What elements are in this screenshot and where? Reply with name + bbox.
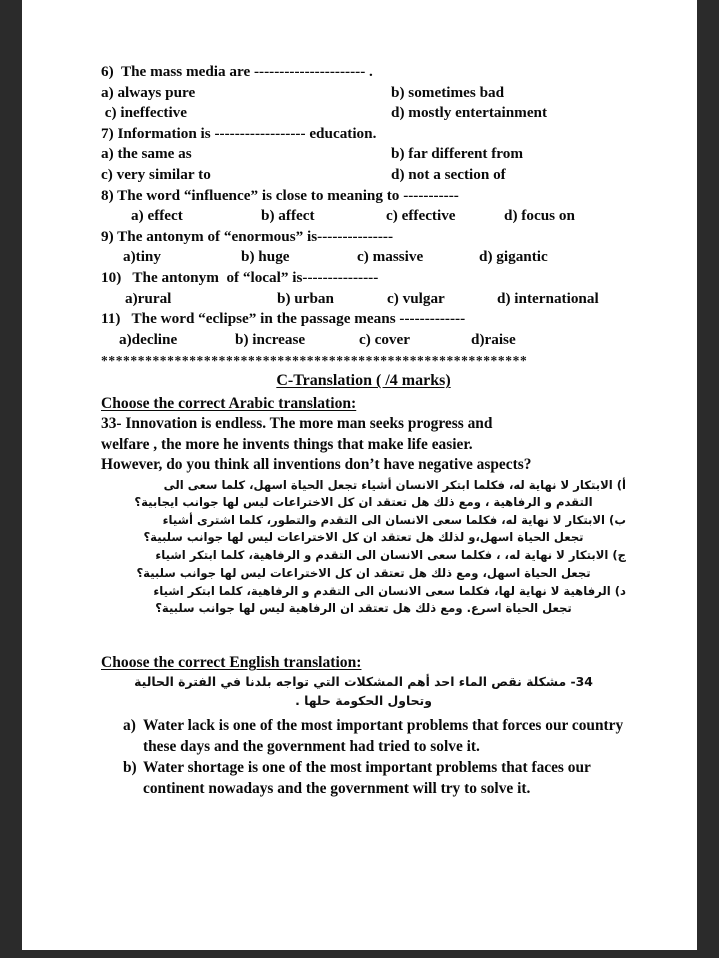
question-33-option-alef-line-1: أ) الابتكار لا نهاية له، فكلما ابتكر الانسان أشياء تجعل الحياة اسهل، كلما سعى الى (163, 477, 626, 492)
question-11-stem: 11) The word “eclipse” in the passage means ------------- (101, 310, 466, 328)
question-7-option-d[interactable]: d) not a section of (391, 165, 506, 183)
scanned-page-frame (22, 0, 697, 950)
question-34-option-b[interactable] (101, 758, 626, 800)
question-9-option-c[interactable]: c) massive (357, 248, 424, 266)
question-6-option-a[interactable]: a) always pure (101, 83, 196, 101)
question-6-option-d[interactable]: d) mostly entertainment (391, 104, 548, 122)
arabic-translation-instruction-text: Choose the correct Arabic translation: (101, 395, 357, 413)
question-11-option-c[interactable]: c) cover (359, 330, 411, 348)
translation-section-heading-text: C-Translation ( /4 marks) (276, 372, 451, 390)
question-33-option-dal[interactable] (101, 583, 626, 617)
arabic-translation-instruction (101, 393, 626, 414)
question-34-arabic-line-1: 34- مشكلة نقص الماء احد أهم المشكلات التي تواجه بلدنا في الفترة الحالية (134, 674, 593, 690)
question-6-options-row-1 (101, 83, 626, 104)
english-translation-instruction-text: Choose the correct English translation: (101, 654, 362, 672)
question-33-passage-line-1: 33- Innovation is endless. The more man seeks progress and (101, 415, 493, 433)
question-9-stem: 9) The antonym of “enormous” is--------------- (101, 227, 394, 245)
question-6-option-c[interactable]: c) ineffective (101, 104, 188, 122)
question-34-option-a[interactable] (101, 716, 626, 758)
question-33-passage-line-3: However, do you think all inventions don’t have negative aspects? (101, 456, 532, 474)
question-7-options-row-1 (101, 144, 626, 165)
question-33-option-beh-line-1: ب) الابتكار لا نهاية له، فكلما سعى الانسان الى التقدم والتطور، كلما اشترى أشياء (162, 512, 626, 527)
question-9-option-b[interactable]: b) huge (241, 248, 290, 266)
question-7-options-row-2 (101, 165, 626, 186)
question-33-option-jeem-line-1: ج) الابتكار لا نهاية له، ، فكلما سعى الانسان الى التقدم و الرفاهية، كلما ابتكر اشياء (155, 548, 626, 563)
question-11-option-b[interactable]: b) increase (235, 330, 306, 348)
section-spacer (101, 617, 626, 651)
question-33-passage-line-2: welfare , the more he invents things that make life easier. (101, 435, 473, 453)
question-9-option-d[interactable]: d) gigantic (479, 248, 548, 266)
question-33-option-beh-line-2: تجعل الحياة اسهل،و لذلك هل تعتقد ان كل الاختراعات ليس لها جوانب سلبية؟ (143, 530, 584, 545)
question-6-options-row-2 (101, 103, 626, 124)
question-33-option-beh[interactable] (101, 512, 626, 546)
question-8-options-row (101, 206, 626, 227)
question-8-option-d[interactable]: d) focus on (504, 207, 575, 225)
question-9-options-row (101, 247, 626, 268)
question-33-option-alef-line-2: التقدم و الرفاهية ، ومع ذلك هل تعتقد ان كل الاختراعات ليس لها جوانب ايجابية؟ (134, 494, 593, 509)
question-11-option-d[interactable]: d)raise (471, 330, 516, 348)
question-33-option-alef[interactable] (101, 477, 626, 511)
question-10-stem: 10) The antonym of “local” is--------------- (101, 268, 379, 286)
question-34-arabic-line-2: وتحاول الحكومة حلها . (295, 692, 432, 708)
question-10-option-b[interactable]: b) urban (277, 289, 334, 307)
english-translation-instruction (101, 652, 626, 673)
question-6-stem: 6) The mass media are ---------------------- . (101, 63, 373, 80)
question-33-option-dal-line-2: تجعل الحياة اسرع. ومع ذلك هل تعتقد ان الرفاهية ليس لها جوانب سلبية؟ (155, 600, 572, 615)
question-8-stem: 8) The word “influence” is close to meaning to ----------- (101, 186, 459, 204)
question-11-option-a[interactable]: a)decline (119, 330, 178, 348)
question-10-option-a[interactable]: a)rural (125, 289, 172, 307)
question-8-option-c[interactable]: c) effective (386, 207, 456, 225)
section-separator: ********************************************************** (101, 353, 528, 369)
question-34-option-a-marker: a) (123, 717, 136, 735)
question-34-option-b-marker: b) (123, 758, 137, 776)
question-7-option-c[interactable]: c) very similar to (101, 165, 211, 183)
question-8-option-b[interactable]: b) affect (261, 207, 315, 225)
document-content (101, 62, 626, 799)
question-10-option-d[interactable]: d) international (497, 289, 599, 307)
question-9-option-a[interactable]: a)tiny (123, 248, 161, 266)
question-33-option-jeem[interactable] (101, 547, 626, 581)
question-10-option-c[interactable]: c) vulgar (387, 289, 445, 307)
question-11-options-row (101, 330, 626, 351)
paper-sheet (22, 0, 697, 950)
question-6-option-b[interactable]: b) sometimes bad (391, 83, 505, 101)
question-34-option-a-text: Water lack is one of the most important problems that forces our country these days and the government had tried to solve it. (143, 717, 624, 755)
question-10-options-row (101, 289, 626, 310)
question-7-option-a[interactable]: a) the same as (101, 145, 192, 163)
question-33-option-jeem-line-2: تجعل الحياة اسهل، ومع ذلك هل تعتقد ان كل الاختراعات ليس لها جوانب سلبية؟ (136, 565, 591, 580)
translation-section-heading (101, 370, 626, 392)
question-7-option-b[interactable]: b) far different from (391, 145, 524, 163)
question-33-option-dal-line-1: د) الرفاهية لا نهاية لها، فكلما سعى الانسان الى التقدم و الرفاهية، كلما ابتكر اشياء (153, 583, 626, 598)
question-7-stem: 7) Information is ------------------ education. (101, 124, 377, 142)
question-34-option-b-text: Water shortage is one of the most important problems that faces our continent nowadays and the government will try to solve it. (143, 758, 591, 797)
question-8-option-a[interactable]: a) effect (131, 207, 183, 225)
